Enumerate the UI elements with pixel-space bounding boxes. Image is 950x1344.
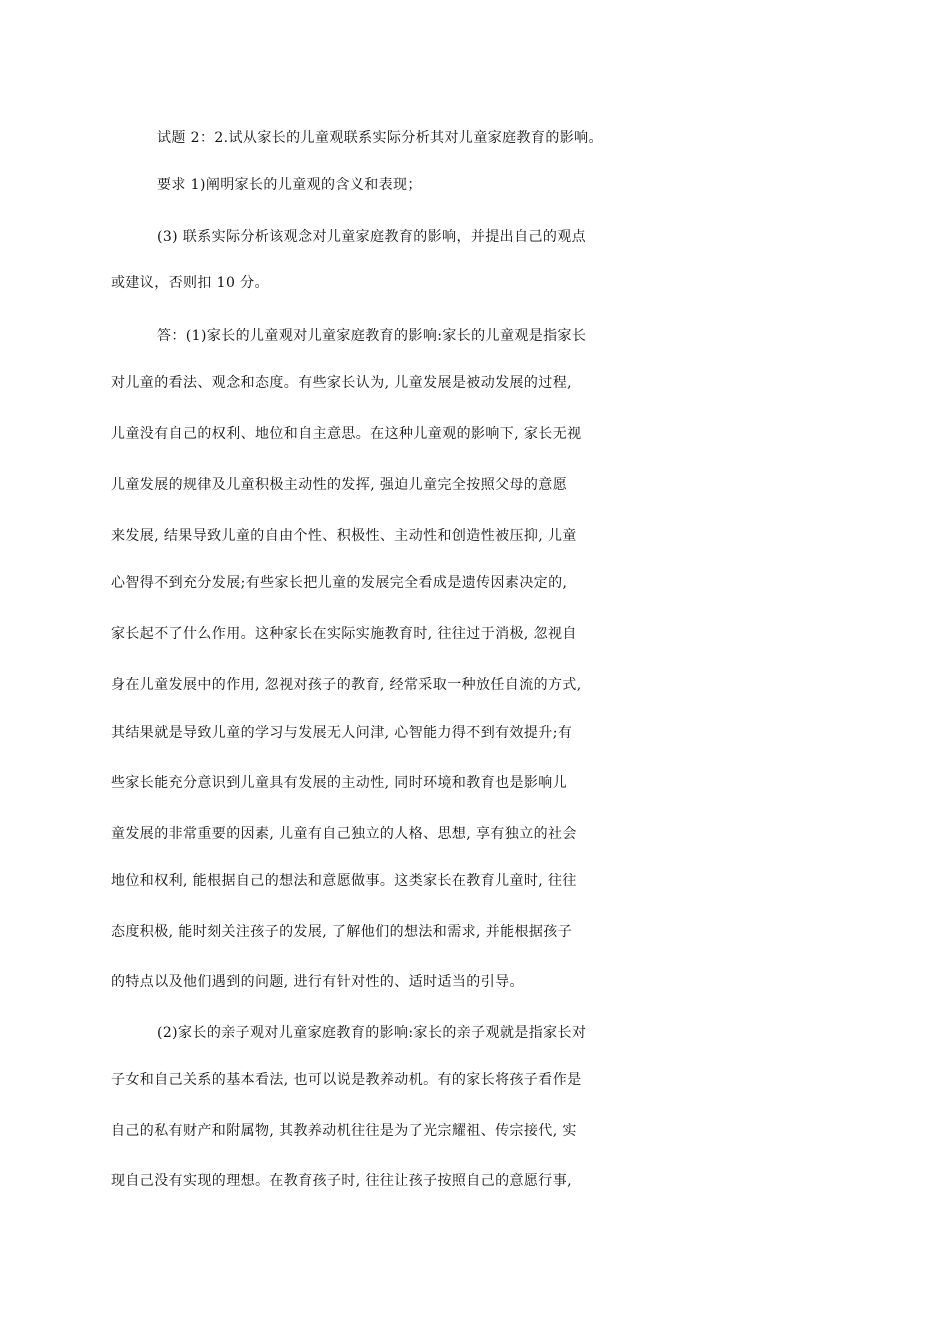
answer-paragraph-1-line: 些家长能充分意识到儿童具有发展的主动性, 同时环境和教育也是影响儿 — [111, 775, 568, 791]
requirement-line-1: 要求 1)阐明家长的儿童观的含义和表现； — [157, 177, 422, 193]
answer-paragraph-1-line: 对儿童的看法、观念和态度。有些家长认为, 儿童发展是被动发展的过程, — [111, 375, 572, 391]
answer-paragraph-2-line: 子女和自己关系的基本看法, 也可以说是教养动机。有的家长将孩子看作是 — [111, 1072, 582, 1088]
answer-paragraph-1-line: 来发展, 结果导致儿童的自由个性、积极性、主动性和创造性被压抑, 儿童 — [111, 528, 577, 544]
answer-paragraph-1-line: 的特点以及他们遇到的问题, 进行有针对性的、适时适当的引导。 — [111, 974, 524, 990]
answer-paragraph-1-line: 其结果就是导致儿童的学习与发展无人问津, 心智能力得不到有效提升;有 — [111, 725, 573, 741]
requirement-line-3: 或建议，否则扣 10 分。 — [111, 275, 269, 291]
answer-paragraph-1-line: 儿童发展的规律及儿童积极主动性的发挥, 强迫儿童完全按照父母的意愿 — [111, 477, 568, 493]
requirement-line-2: (3) 联系实际分析该观念对儿童家庭教育的影响，并提出自己的观点 — [157, 229, 587, 245]
answer-paragraph-1-line: 地位和权利, 能根据自己的想法和意愿做事。这类家长在教育儿童时, 往往 — [111, 873, 577, 889]
question-title: 试题 2：2.试从家长的儿童观联系实际分析其对儿童家庭教育的影响。 — [157, 130, 603, 146]
answer-paragraph-2-line: 现自己没有实现的理想。在教育孩子时, 往往让孩子按照自己的意愿行事, — [111, 1173, 572, 1189]
answer-paragraph-2-line: (2)家长的亲子观对儿童家庭教育的影响:家长的亲子观就是指家长对 — [157, 1025, 587, 1041]
answer-paragraph-1-line: 儿童没有自己的权利、地位和自主意思。在这种儿童观的影响下, 家长无视 — [111, 426, 582, 442]
answer-paragraph-2-line: 自己的私有财产和附属物, 其教养动机往往是为了光宗耀祖、传宗接代, 实 — [111, 1123, 577, 1139]
answer-paragraph-1-line: 答：(1)家长的儿童观对儿童家庭教育的影响:家长的儿童观是指家长 — [157, 328, 587, 344]
answer-paragraph-1-line: 家长起不了什么作用。这种家长在实际实施教育时, 往往过于消极, 忽视自 — [111, 626, 577, 642]
answer-paragraph-1-line: 态度积极, 能时刻关注孩子的发展, 了解他们的想法和需求, 并能根据孩子 — [111, 924, 573, 940]
answer-paragraph-1-line: 心智得不到充分发展;有些家长把儿童的发展完全看成是遗传因素决定的, — [111, 575, 568, 591]
answer-paragraph-1-line: 童发展的非常重要的因素, 儿童有自己独立的人格、思想, 享有独立的社会 — [111, 826, 577, 842]
answer-paragraph-1-line: 身在儿童发展中的作用, 忽视对孩子的教育, 经常采取一种放任自流的方式, — [111, 677, 582, 693]
